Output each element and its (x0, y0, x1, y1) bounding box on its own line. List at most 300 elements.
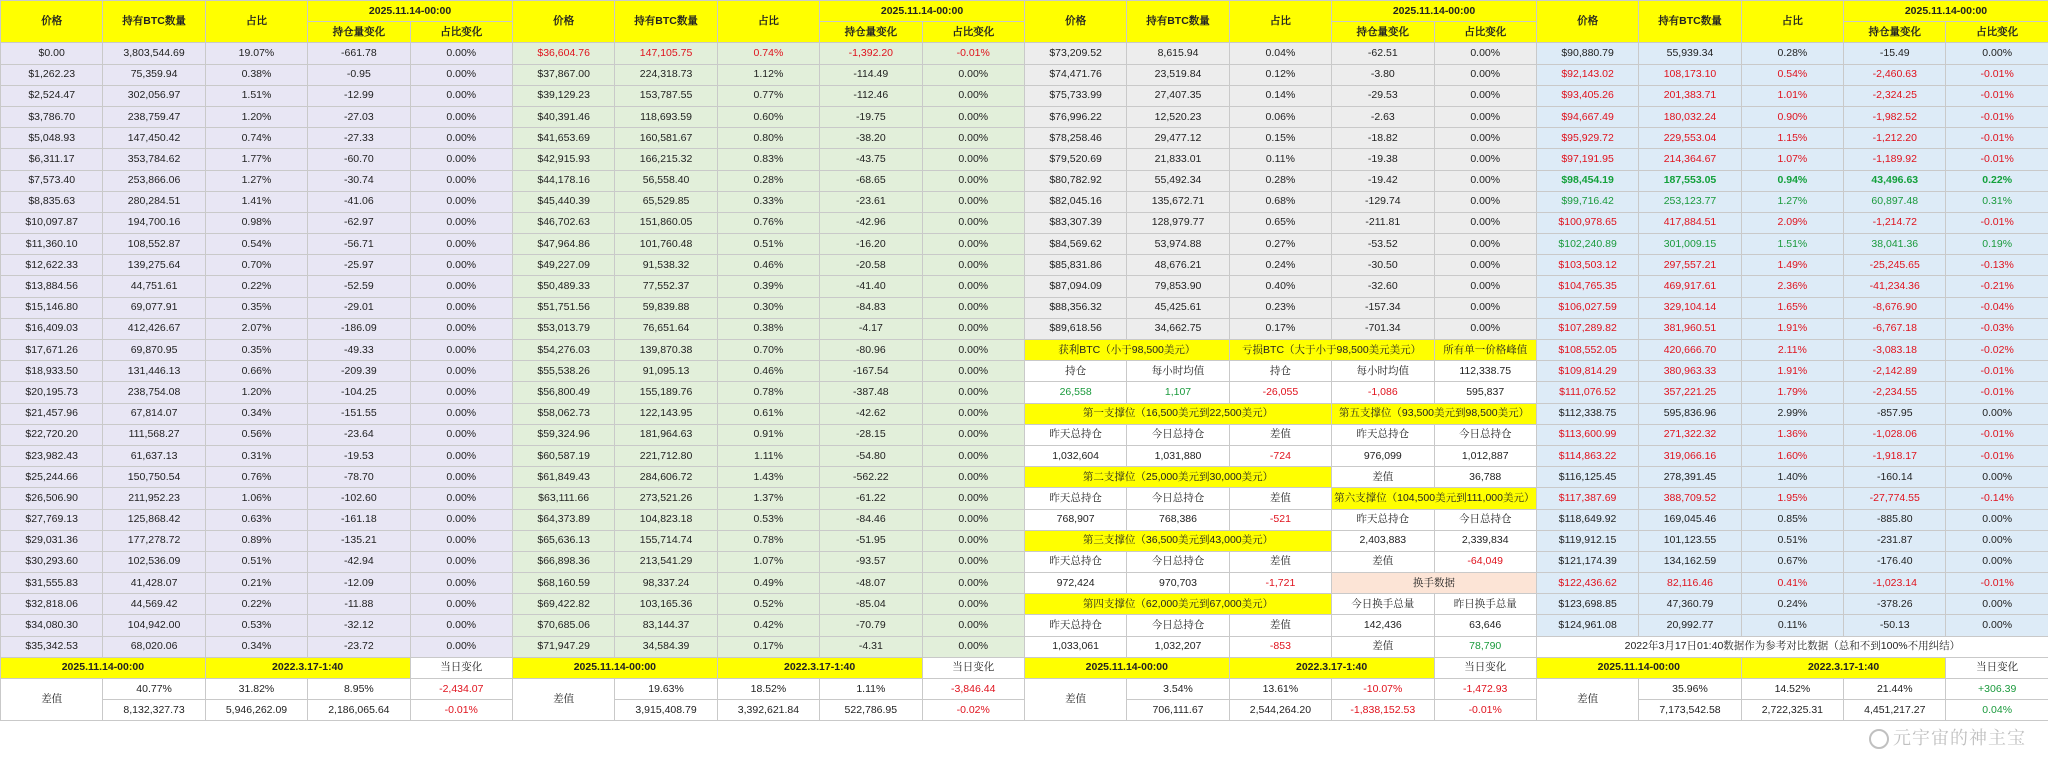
footer-value: -1,838,152.53 (1332, 700, 1434, 721)
holdings-cell: 69,077.91 (103, 297, 205, 318)
table-row (1, 43, 2048, 64)
summary-cell: 今日总持仓 (1127, 615, 1229, 636)
holdings-cell: 131,446.13 (103, 361, 205, 382)
table-row (1, 445, 2048, 466)
ratio-cell: 0.98% (205, 212, 307, 233)
ratio-cell: 0.85% (1741, 509, 1843, 530)
hold-change-cell: -27.33 (308, 128, 410, 149)
ratio-change-cell: 0.00% (922, 191, 1024, 212)
ratio-cell: 0.34% (205, 636, 307, 657)
hold-change-cell: -27.03 (308, 106, 410, 127)
holdings-cell: 329,104.14 (1639, 297, 1741, 318)
price-cell: $118,649.92 (1536, 509, 1638, 530)
ratio-cell: 1.41% (205, 191, 307, 212)
holdings-cell: 98,337.24 (615, 573, 717, 594)
ratio-change-cell: -0.21% (1946, 276, 2048, 297)
ratio-change-cell: 0.00% (410, 212, 512, 233)
ratio-change-cell: 0.00% (1434, 191, 1536, 212)
holdings-cell: 102,536.09 (103, 551, 205, 572)
col-header-holdings: 持有BTC数量 (1639, 1, 1741, 43)
price-cell: $55,538.26 (512, 361, 614, 382)
summary-cell: 1,107 (1127, 382, 1229, 403)
ratio-change-cell: 0.00% (922, 340, 1024, 361)
price-cell: $16,409.03 (1, 318, 103, 339)
holdings-cell: 214,364.67 (1639, 149, 1741, 170)
holdings-cell: 155,714.74 (615, 530, 717, 551)
ratio-cell: 0.30% (717, 297, 819, 318)
summary-cell: -64,049 (1434, 551, 1536, 572)
holdings-cell: 417,884.51 (1639, 212, 1741, 233)
hold-change-cell: -41.40 (820, 276, 922, 297)
ratio-change-cell: 0.00% (922, 488, 1024, 509)
footer-date-current: 2025.11.14-00:00 (1, 657, 206, 678)
ratio-change-cell: -0.01% (1946, 212, 2048, 233)
price-cell: $93,405.26 (1536, 85, 1638, 106)
hold-change-cell: -2,142.89 (1844, 361, 1946, 382)
hold-change-cell: -12.99 (308, 85, 410, 106)
ratio-change-cell: 0.00% (1946, 403, 2048, 424)
price-cell: $71,947.29 (512, 636, 614, 657)
table-row (1, 85, 2048, 106)
footer-date-reference: 2022.3.17-1:40 (1741, 657, 1946, 678)
col-header-ratio-change: 占比变化 (1946, 22, 2048, 43)
table-row (1, 403, 2048, 424)
summary-cell: 昨日换手总量 (1434, 594, 1536, 615)
holdings-cell: 108,173.10 (1639, 64, 1741, 85)
footer-value: -10.07% (1332, 679, 1434, 700)
price-cell: $112,338.75 (1536, 403, 1638, 424)
price-cell: $58,062.73 (512, 403, 614, 424)
hold-change-cell: -27,774.55 (1844, 488, 1946, 509)
table-row (1, 106, 2048, 127)
ratio-cell: 0.80% (717, 128, 819, 149)
footer-value: 8,132,327.73 (103, 700, 205, 721)
hold-change-cell: -68.65 (820, 170, 922, 191)
hold-change-cell: -16.20 (820, 234, 922, 255)
holdings-cell: 420,666.70 (1639, 340, 1741, 361)
ratio-change-cell: 0.00% (1434, 149, 1536, 170)
price-cell: $82,045.16 (1024, 191, 1126, 212)
holdings-cell: 147,105.75 (615, 43, 717, 64)
table-row (1, 149, 2048, 170)
price-cell: $83,307.39 (1024, 212, 1126, 233)
hold-change-cell: -2,324.25 (1844, 85, 1946, 106)
summary-cell: 1,031,880 (1127, 445, 1229, 466)
holdings-cell: 27,407.35 (1127, 85, 1229, 106)
price-cell: $113,600.99 (1536, 424, 1638, 445)
price-cell: $11,360.10 (1, 234, 103, 255)
price-cell: $99,716.42 (1536, 191, 1638, 212)
footer-date-current: 2025.11.14-00:00 (1536, 657, 1741, 678)
hold-change-cell: -129.74 (1332, 191, 1434, 212)
price-cell: $109,814.29 (1536, 361, 1638, 382)
summary-cell: 1,032,207 (1127, 636, 1229, 657)
footer-value: +306.39 (1946, 679, 2048, 700)
ratio-change-cell: 0.00% (410, 276, 512, 297)
footer-today-change-label: 当日变化 (1946, 657, 2048, 678)
holdings-cell: 108,552.87 (103, 234, 205, 255)
price-cell: $15,146.80 (1, 297, 103, 318)
price-cell: $51,751.56 (512, 297, 614, 318)
footer-value: 35.96% (1639, 679, 1741, 700)
price-cell: $44,178.16 (512, 170, 614, 191)
price-cell: $32,818.06 (1, 594, 103, 615)
ratio-change-cell: 0.00% (1434, 255, 1536, 276)
holdings-cell: 150,750.54 (103, 467, 205, 488)
summary-cell: 昨天总持仓 (1332, 424, 1434, 445)
holdings-cell: 104,942.00 (103, 615, 205, 636)
ratio-change-cell: 0.00% (922, 509, 1024, 530)
summary-cell: 差值 (1332, 551, 1434, 572)
holdings-cell: 118,693.59 (615, 106, 717, 127)
summary-cell: 976,099 (1332, 445, 1434, 466)
ratio-cell: 0.39% (717, 276, 819, 297)
summary-cell: -521 (1229, 509, 1331, 530)
price-cell: $106,027.59 (1536, 297, 1638, 318)
hold-change-cell: 38,041.36 (1844, 234, 1946, 255)
ratio-change-cell: 0.00% (1434, 85, 1536, 106)
holdings-cell: 381,960.51 (1639, 318, 1741, 339)
ratio-change-cell: 0.00% (922, 573, 1024, 594)
hold-change-cell: -3,083.18 (1844, 340, 1946, 361)
hold-change-cell: -231.87 (1844, 530, 1946, 551)
hold-change-cell: -54.80 (820, 445, 922, 466)
ratio-cell: 0.15% (1229, 128, 1331, 149)
ratio-cell: 0.22% (205, 594, 307, 615)
footer-value: 522,786.95 (820, 700, 922, 721)
ratio-change-cell: 0.00% (1434, 318, 1536, 339)
holdings-cell: 34,662.75 (1127, 318, 1229, 339)
summary-cell: 今日总持仓 (1127, 424, 1229, 445)
ratio-cell: 0.23% (1229, 297, 1331, 318)
summary-cell: 差值 (1229, 424, 1331, 445)
ratio-change-cell: 0.00% (1434, 276, 1536, 297)
ratio-cell: 0.28% (717, 170, 819, 191)
holdings-cell: 147,450.42 (103, 128, 205, 149)
price-cell: $45,440.39 (512, 191, 614, 212)
footer-value: 14.52% (1741, 679, 1843, 700)
footer-today-change-label: 当日变化 (922, 657, 1024, 678)
ratio-cell: 0.11% (1741, 615, 1843, 636)
ratio-change-cell: -0.01% (922, 43, 1024, 64)
holdings-cell: 29,477.12 (1127, 128, 1229, 149)
ratio-cell: 0.46% (717, 255, 819, 276)
hold-change-cell: -1,918.17 (1844, 445, 1946, 466)
footer-value: 19.63% (615, 679, 717, 700)
price-cell: $80,782.92 (1024, 170, 1126, 191)
price-cell: $35,342.53 (1, 636, 103, 657)
table-row (1, 64, 2048, 85)
summary-cell: 换手数据 (1332, 573, 1537, 594)
table-row (1, 424, 2048, 445)
hold-change-cell: -28.15 (820, 424, 922, 445)
price-cell: $85,831.86 (1024, 255, 1126, 276)
ratio-change-cell: 0.00% (922, 234, 1024, 255)
table-row (1, 573, 2048, 594)
holdings-cell: 3,803,544.69 (103, 43, 205, 64)
hold-change-cell: -1,982.52 (1844, 106, 1946, 127)
price-cell: $108,552.05 (1536, 340, 1638, 361)
price-cell: $74,471.76 (1024, 64, 1126, 85)
holdings-cell: 44,569.42 (103, 594, 205, 615)
holdings-cell: 253,123.77 (1639, 191, 1741, 212)
hold-change-cell: -701.34 (1332, 318, 1434, 339)
ratio-change-cell: 0.00% (410, 191, 512, 212)
hold-change-cell: -62.51 (1332, 43, 1434, 64)
ratio-change-cell: 0.00% (410, 234, 512, 255)
summary-cell: 63,646 (1434, 615, 1536, 636)
hold-change-cell: -161.18 (308, 509, 410, 530)
hold-change-cell: -1,214.72 (1844, 212, 1946, 233)
ratio-cell: 0.67% (1741, 551, 1843, 572)
summary-cell: 第二支撑位（25,000美元到30,000美元） (1024, 467, 1331, 488)
hold-change-cell: -60.70 (308, 149, 410, 170)
table-row (1, 530, 2048, 551)
price-cell: $1,262.23 (1, 64, 103, 85)
ratio-cell: 1.91% (1741, 318, 1843, 339)
footer-value: 0.04% (1946, 700, 2048, 721)
price-cell: $102,240.89 (1536, 234, 1638, 255)
col-header-ratio-change: 占比变化 (1434, 22, 1536, 43)
holdings-cell: 201,383.71 (1639, 85, 1741, 106)
holdings-cell: 253,866.06 (103, 170, 205, 191)
ratio-change-cell: -0.01% (1946, 445, 2048, 466)
holdings-cell: 8,615.94 (1127, 43, 1229, 64)
footer-date-reference: 2022.3.17-1:40 (717, 657, 922, 678)
price-cell: $36,604.76 (512, 43, 614, 64)
ratio-cell: 0.40% (1229, 276, 1331, 297)
table-row (1, 615, 2048, 636)
hold-change-cell: -84.46 (820, 509, 922, 530)
ratio-change-cell: 0.00% (1434, 43, 1536, 64)
table-row (1, 594, 2048, 615)
summary-cell: 595,837 (1434, 382, 1536, 403)
hold-change-cell: -50.13 (1844, 615, 1946, 636)
summary-cell: 差值 (1332, 467, 1434, 488)
price-cell: $22,720.20 (1, 424, 103, 445)
price-cell: $119,912.15 (1536, 530, 1638, 551)
ratio-change-cell: 0.00% (1946, 530, 2048, 551)
price-cell: $75,733.99 (1024, 85, 1126, 106)
col-header-ratio: 占比 (205, 1, 307, 43)
holdings-cell: 221,712.80 (615, 445, 717, 466)
ratio-cell: 0.83% (717, 149, 819, 170)
hold-change-cell: -30.50 (1332, 255, 1434, 276)
ratio-cell: 0.49% (717, 573, 819, 594)
hold-change-cell: -0.95 (308, 64, 410, 85)
hold-change-cell: -562.22 (820, 467, 922, 488)
price-cell: $59,324.96 (512, 424, 614, 445)
hold-change-cell: -160.14 (1844, 467, 1946, 488)
hold-change-cell: -32.12 (308, 615, 410, 636)
holdings-cell: 273,521.26 (615, 488, 717, 509)
price-cell: $98,454.19 (1536, 170, 1638, 191)
footer-value: -2,434.07 (410, 679, 512, 700)
summary-cell: 1,033,061 (1024, 636, 1126, 657)
price-cell: $89,618.56 (1024, 318, 1126, 339)
table-row (1, 318, 2048, 339)
ratio-change-cell: 0.00% (922, 361, 1024, 382)
table-row (1, 170, 2048, 191)
col-header-hold-change: 持仓量变化 (820, 22, 922, 43)
price-cell: $18,933.50 (1, 361, 103, 382)
price-cell: $69,422.82 (512, 594, 614, 615)
price-cell: $94,667.49 (1536, 106, 1638, 127)
summary-cell: 78,790 (1434, 636, 1536, 657)
holdings-cell: 388,709.52 (1639, 488, 1741, 509)
holdings-cell: 319,066.16 (1639, 445, 1741, 466)
ratio-change-cell: 0.00% (922, 297, 1024, 318)
ratio-cell: 0.90% (1741, 106, 1843, 127)
ratio-change-cell: -0.01% (1946, 573, 2048, 594)
ratio-cell: 0.77% (717, 85, 819, 106)
ratio-change-cell: 0.00% (922, 212, 1024, 233)
ratio-change-cell: 0.00% (410, 530, 512, 551)
ratio-change-cell: -0.01% (1946, 382, 2048, 403)
footer-date-reference: 2022.3.17-1:40 (205, 657, 410, 678)
summary-cell: 所有单一价格峰值 (1434, 340, 1536, 361)
hold-change-cell: -19.53 (308, 445, 410, 466)
table-row (1, 234, 2048, 255)
holdings-cell: 122,143.95 (615, 403, 717, 424)
holdings-cell: 134,162.59 (1639, 551, 1741, 572)
holdings-cell: 101,123.55 (1639, 530, 1741, 551)
holdings-cell: 229,553.04 (1639, 128, 1741, 149)
ratio-change-cell: 0.31% (1946, 191, 2048, 212)
footer-value: 7,173,542.58 (1639, 700, 1741, 721)
ratio-change-cell: 0.00% (410, 445, 512, 466)
ratio-change-cell: 0.00% (922, 424, 1024, 445)
holdings-cell: 53,974.88 (1127, 234, 1229, 255)
holdings-cell: 302,056.97 (103, 85, 205, 106)
ratio-cell: 1.15% (1741, 128, 1843, 149)
ratio-cell: 0.78% (717, 382, 819, 403)
holdings-cell: 23,519.84 (1127, 64, 1229, 85)
ratio-cell: 1.43% (717, 467, 819, 488)
holdings-cell: 187,553.05 (1639, 170, 1741, 191)
ratio-cell: 1.27% (1741, 191, 1843, 212)
holdings-cell: 139,275.64 (103, 255, 205, 276)
holdings-cell: 59,839.88 (615, 297, 717, 318)
ratio-cell: 0.14% (1229, 85, 1331, 106)
holdings-cell: 181,964.63 (615, 424, 717, 445)
ratio-cell: 0.12% (1229, 64, 1331, 85)
hold-change-cell: -48.07 (820, 573, 922, 594)
ratio-change-cell: 0.00% (1946, 594, 2048, 615)
col-header-date: 2025.11.14-00:00 (820, 1, 1025, 22)
col-header-price: 价格 (1024, 1, 1126, 43)
summary-cell: 昨天总持仓 (1024, 424, 1126, 445)
price-cell: $97,191.95 (1536, 149, 1638, 170)
col-header-price: 价格 (1536, 1, 1638, 43)
ratio-change-cell: 0.00% (410, 573, 512, 594)
footer-value: 2,544,264.20 (1229, 700, 1331, 721)
ratio-change-cell: 0.00% (410, 361, 512, 382)
ratio-cell: 0.34% (205, 403, 307, 424)
holdings-cell: 45,425.61 (1127, 297, 1229, 318)
summary-cell: 今日总持仓 (1434, 509, 1536, 530)
price-cell: $26,506.90 (1, 488, 103, 509)
hold-change-cell: -2,460.63 (1844, 64, 1946, 85)
ratio-cell: 1.36% (1741, 424, 1843, 445)
price-cell: $104,765.35 (1536, 276, 1638, 297)
table-row (1, 297, 2048, 318)
ratio-change-cell: 0.00% (922, 128, 1024, 149)
ratio-change-cell: -0.04% (1946, 297, 2048, 318)
hold-change-cell: -104.25 (308, 382, 410, 403)
footer-diff-label: 差值 (1536, 679, 1638, 721)
summary-cell: 今日总持仓 (1127, 488, 1229, 509)
col-header-ratio: 占比 (1741, 1, 1843, 43)
table-row (1, 276, 2048, 297)
col-header-hold-change: 持仓量变化 (1332, 22, 1434, 43)
price-cell: $10,097.87 (1, 212, 103, 233)
table-row (1, 467, 2048, 488)
ratio-cell: 1.07% (717, 551, 819, 572)
price-cell: $40,391.46 (512, 106, 614, 127)
col-header-hold-change: 持仓量变化 (1844, 22, 1946, 43)
ratio-cell: 0.66% (205, 361, 307, 382)
price-cell: $103,503.12 (1536, 255, 1638, 276)
summary-cell: 每小时均值 (1332, 361, 1434, 382)
price-cell: $122,436.62 (1536, 573, 1638, 594)
summary-cell: 昨天总持仓 (1024, 551, 1126, 572)
holdings-cell: 238,759.47 (103, 106, 205, 127)
hold-change-cell: -78.70 (308, 467, 410, 488)
holdings-cell: 128,979.77 (1127, 212, 1229, 233)
ratio-change-cell: 0.00% (922, 255, 1024, 276)
holdings-cell: 104,823.18 (615, 509, 717, 530)
hold-change-cell: -41.06 (308, 191, 410, 212)
hold-change-cell: -1,212.20 (1844, 128, 1946, 149)
hold-change-cell: -19.42 (1332, 170, 1434, 191)
ratio-cell: 19.07% (205, 43, 307, 64)
ratio-cell: 0.06% (1229, 106, 1331, 127)
ratio-change-cell: -0.01% (1946, 361, 2048, 382)
ratio-cell: 1.07% (1741, 149, 1843, 170)
hold-change-cell: -30.74 (308, 170, 410, 191)
ratio-change-cell: -0.01% (1946, 85, 2048, 106)
ratio-change-cell: 0.00% (1434, 64, 1536, 85)
price-cell: $92,143.02 (1536, 64, 1638, 85)
footer-value: -0.01% (410, 700, 512, 721)
summary-cell: 第四支撑位（62,000美元到67,000美元） (1024, 594, 1331, 615)
footer-diff-label: 差值 (1, 679, 103, 721)
holdings-cell: 20,992.77 (1639, 615, 1741, 636)
ratio-change-cell: 0.00% (410, 424, 512, 445)
price-cell: $68,160.59 (512, 573, 614, 594)
hold-change-cell: -6,767.18 (1844, 318, 1946, 339)
footer-value: 3.54% (1127, 679, 1229, 700)
ratio-cell: 0.24% (1229, 255, 1331, 276)
price-cell: $0.00 (1, 43, 103, 64)
ratio-change-cell: 0.00% (922, 149, 1024, 170)
price-cell: $124,961.08 (1536, 615, 1638, 636)
summary-cell: 今日总持仓 (1127, 551, 1229, 572)
ratio-change-cell: 0.00% (922, 551, 1024, 572)
holdings-cell: 194,700.16 (103, 212, 205, 233)
footer-value: 8.95% (308, 679, 410, 700)
ratio-cell: 0.35% (205, 297, 307, 318)
hold-change-cell: -2.63 (1332, 106, 1434, 127)
col-header-hold-change: 持仓量变化 (308, 22, 410, 43)
ratio-change-cell: 0.00% (922, 615, 1024, 636)
price-cell: $41,653.69 (512, 128, 614, 149)
price-cell: $20,195.73 (1, 382, 103, 403)
ratio-cell: 0.31% (205, 445, 307, 466)
ratio-change-cell: 0.00% (1434, 128, 1536, 149)
hold-change-cell: -42.94 (308, 551, 410, 572)
